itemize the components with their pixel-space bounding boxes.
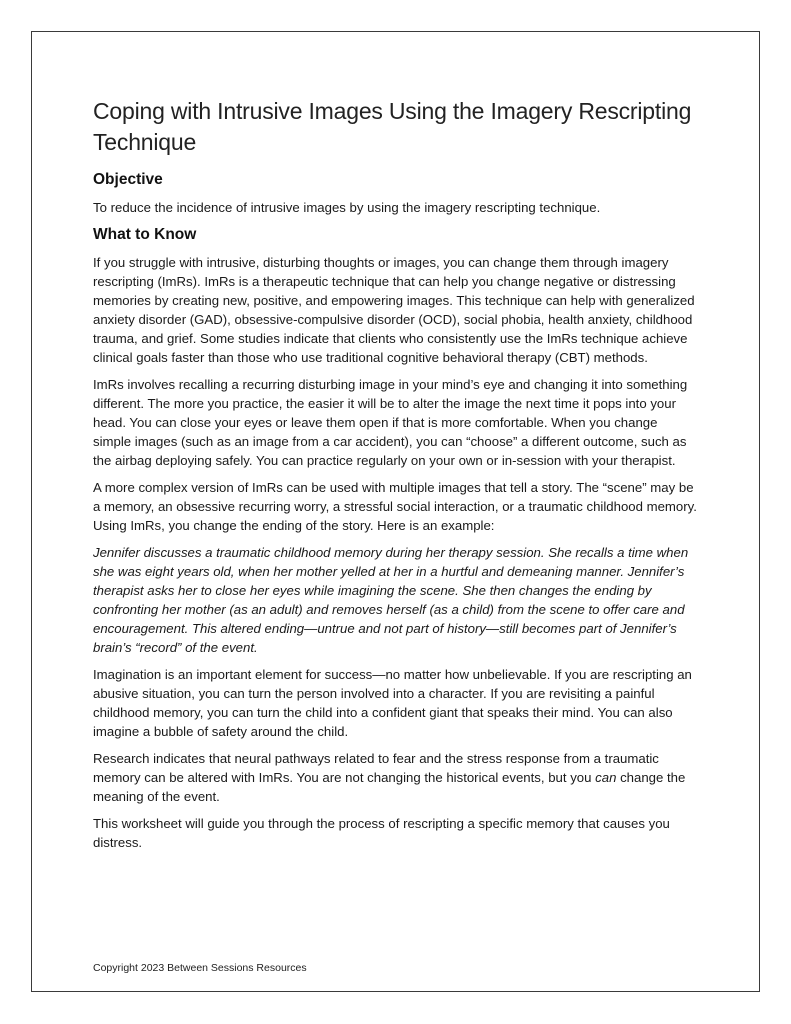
paragraph-1: If you struggle with intrusive, disturbing thoughts or images, you can change them through imagery rescripting (ImRs). ImRs is a therapeutic technique that can help you change negative or distressing memories by creating new, positive, and empowering images. This technique can help with generalized anxiety disorder (GAD), obsessive-compulsive disorder (OCD), social phobia, health anxiety, childhood trauma, and grief. Some studies indicate that clients who consistently use the ImRs technique achieve clinical goals faster than those who use traditional cognitive behavioral therapy (CBT) methods. [93,255,695,365]
objective-heading: Objective [93,171,163,188]
paragraph-2: ImRs involves recalling a recurring disturbing image in your mind’s eye and changing it into something different. The more you practice, the easier it will be to alter the image the next time it pops into your head. You can close your eyes or leave them open if that is more comfortable. When you change simple images (such as an image from a car accident), you can “choose” a different outcome, such as the airbag deploying safely. You can practice regularly on your own or in-session with your therapist. [93,377,688,468]
document-body [93,96,699,860]
paragraph-5-end: change the meaning of the event. [93,770,686,804]
what-to-know-heading: What to Know [93,226,197,243]
paragraph-3: A more complex version of ImRs can be used with multiple images that tell a story. The “scene” may be a memory, an obsessive recurring worry, a stressful social interaction, or a traumatic childhood memory. Using ImRs, you change the ending of the story. Here is an example: [93,480,697,533]
paragraph-4: Imagination is an important element for success—no matter how unbelievable. If you are rescripting an abusive situation, you can turn the person involved into a character. If you are revisiting a painful childhood memory, you can turn the child into a confident giant that speaks their mind. You can also imagine a bubble of safety around the child. [93,667,692,739]
paragraph-6: This worksheet will guide you through the process of rescripting a specific memory that causes you distress. [93,816,670,850]
document-title: Coping with Intrusive Images Using the Imagery Rescripting Technique [93,98,692,155]
objective-text: To reduce the incidence of intrusive images by using the imagery rescripting technique. [93,200,601,215]
example-paragraph: Jennifer discusses a traumatic childhood memory during her therapy session. She recalls a time when she was eight years old, when her mother yelled at her in a hurtful and demeaning manner. Jennifer’s therapist asks her to close her eyes while imagining the scene. She then changes the ending by confronting her mother (as an adult) and removes herself (as a child) from the scene to offer care and encouragement. This altered ending—untrue and not part of history—still becomes part of Jennifer’s brain’s “record” of the event. [93,545,689,655]
paragraph-5-emphasis: can [595,770,617,785]
paragraph-5-start: Research indicates that neural pathways related to fear and the stress response from a traumatic memory can be altered with ImRs. You are not changing the historical events, but you [93,751,659,785]
copyright-footer: Copyright 2023 Between Sessions Resources [93,962,307,974]
paragraph-5 [93,749,699,806]
